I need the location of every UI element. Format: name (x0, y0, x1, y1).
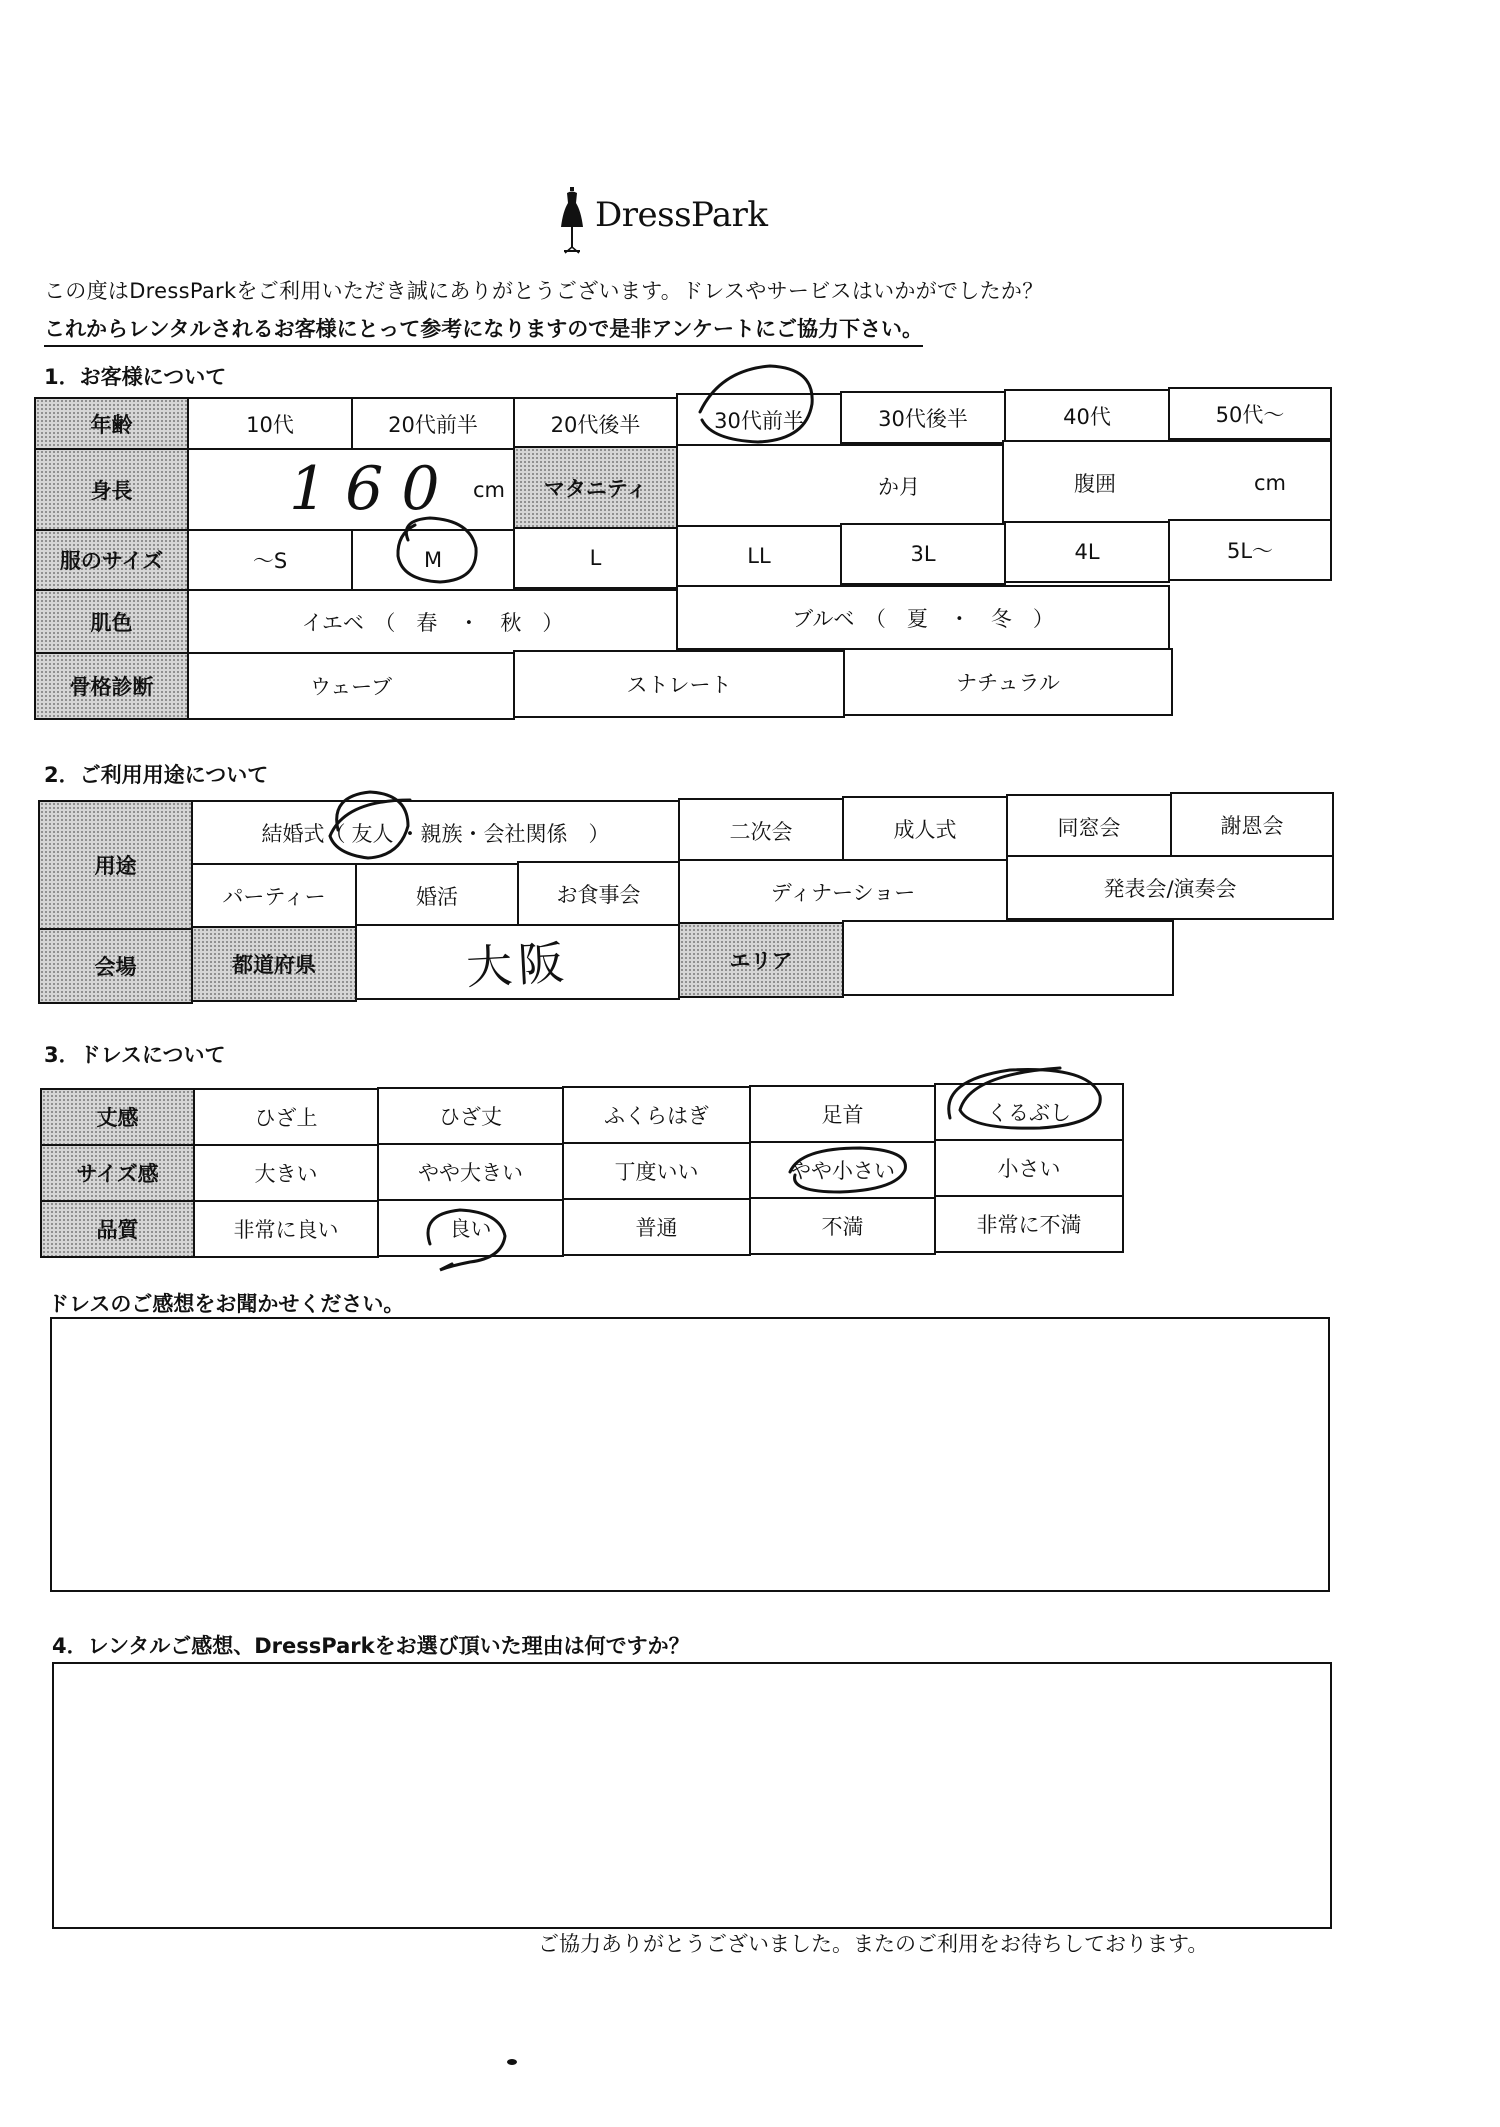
length-option-below-ankle[interactable]: くるぶし (934, 1083, 1124, 1141)
section4-title: 4．レンタルご感想、DressParkをお選び頂いた理由は何ですか？ (52, 1634, 690, 1658)
months-unit: か月 (878, 474, 920, 499)
length-option-knee[interactable]: ひざ丈 (377, 1087, 564, 1145)
age-option-early-30s[interactable]: 30代前半 (676, 393, 842, 446)
section3-title: 3．ドレスについて (44, 1043, 226, 1067)
fit-label: サイズ感 (40, 1144, 195, 1202)
age-option-late-20s[interactable]: 20代後半 (513, 397, 678, 450)
purpose-option-konkatsu[interactable]: 婚活 (355, 863, 519, 928)
length-option-ankle[interactable]: 足首 (749, 1085, 936, 1143)
frame-label: 骨格診断 (34, 652, 189, 720)
purpose-option-coming-of-age[interactable]: 成人式 (842, 796, 1008, 861)
age-option-40s[interactable]: 40代 (1004, 389, 1170, 442)
maternity-months-field[interactable] (676, 444, 1004, 527)
fit-option-large[interactable]: 大きい (193, 1144, 379, 1202)
fit-option-slightly-large[interactable]: やや大きい (377, 1143, 564, 1201)
purpose-option-recital[interactable]: 発表会/演奏会 (1006, 855, 1334, 920)
purpose-option-thank-you-party[interactable]: 謝恩会 (1170, 792, 1334, 857)
age-option-50s[interactable]: 50代～ (1168, 387, 1332, 440)
purpose-option-wedding[interactable] (191, 800, 680, 865)
dress-comment-prompt: ドレスのご感想をお聞かせください。 (48, 1292, 405, 1316)
fit-option-slightly-small[interactable]: やや小さい (749, 1141, 936, 1199)
height-unit: cm (472, 477, 505, 502)
brand-name: DressPark (595, 195, 768, 235)
prefecture-label: 都道府県 (191, 926, 357, 1002)
wedding-label: 結婚式（ (261, 821, 346, 846)
purpose-option-dinner[interactable]: お食事会 (517, 861, 680, 926)
age-option-early-20s[interactable]: 20代前半 (351, 397, 515, 450)
intro-text: この度はDressParkをご利用いただき誠にありがとうございます。ドレスやサービスはいかがでしたか？ (44, 279, 1044, 303)
age-option-10s[interactable]: 10代 (187, 397, 353, 450)
size-option-m[interactable]: M (351, 529, 515, 591)
rental-comment-field[interactable] (52, 1662, 1332, 1929)
size-option-4l[interactable]: 4L (1004, 521, 1170, 583)
fit-option-just-right[interactable]: 丁度いい (562, 1142, 751, 1200)
wedding-option-relatives: ・親族・会社関係 ） (399, 821, 610, 846)
frame-option-wave[interactable]: ウェーブ (187, 652, 515, 720)
area-label: エリア (678, 922, 844, 998)
purpose-option-dinner-show[interactable]: ディナーショー (678, 859, 1008, 924)
size-option-ll[interactable]: LL (676, 525, 842, 587)
quality-option-good[interactable]: 良い (377, 1199, 564, 1257)
frame-option-straight[interactable]: ストレート (513, 650, 845, 718)
purpose-option-party[interactable]: パーティー (191, 863, 357, 928)
height-label: 身長 (34, 448, 189, 531)
purpose-option-afterparty[interactable]: 二次会 (678, 798, 844, 863)
purpose-label: 用途 (38, 800, 193, 930)
section1-title: 1．お客様について (44, 365, 227, 389)
size-option-l[interactable]: L (513, 527, 678, 589)
dress-mannequin-icon (555, 187, 589, 257)
waist-unit: cm (1253, 470, 1286, 495)
length-option-calf[interactable]: ふくらはぎ (562, 1086, 751, 1144)
brand-logo (555, 185, 795, 260)
footer-thanks: ご協力ありがとうございました。またのご利用をお待ちしております。 (538, 1932, 1209, 1956)
quality-label: 品質 (40, 1200, 195, 1258)
height-field[interactable] (187, 448, 515, 531)
quality-option-very-dissatisfied[interactable]: 非常に不満 (934, 1195, 1124, 1253)
dress-comment-field[interactable] (50, 1317, 1330, 1592)
skin-option-blue[interactable]: ブルベ （ 夏 ・ 冬 ） (676, 585, 1170, 650)
height-value: 160 (289, 454, 458, 524)
purpose-option-reunion[interactable]: 同窓会 (1006, 794, 1172, 859)
waist-field[interactable] (1002, 440, 1332, 525)
prefecture-field[interactable] (355, 924, 680, 1000)
skin-option-yellow[interactable]: イエベ （ 春 ・ 秋 ） (187, 589, 678, 654)
area-field[interactable] (842, 920, 1174, 996)
size-option-3l[interactable]: 3L (840, 523, 1006, 585)
frame-option-natural[interactable]: ナチュラル (843, 648, 1173, 716)
prefecture-value: 大阪 (464, 935, 571, 995)
venue-label: 会場 (38, 928, 193, 1004)
quality-option-dissatisfied[interactable]: 不満 (749, 1197, 936, 1255)
quality-option-average[interactable]: 普通 (562, 1198, 751, 1256)
section2-title: 2．ご利用用途について (44, 763, 269, 787)
size-option-s[interactable]: ～S (187, 529, 353, 591)
quality-option-excellent[interactable]: 非常に良い (193, 1200, 379, 1258)
size-option-5l[interactable]: 5L～ (1168, 519, 1332, 581)
waist-label: 腹囲 (1074, 471, 1116, 496)
maternity-label: マタニティ (513, 446, 678, 529)
age-label: 年齢 (34, 397, 189, 450)
length-option-above-knee[interactable]: ひざ上 (193, 1088, 379, 1146)
age-option-late-30s[interactable]: 30代後半 (840, 391, 1006, 444)
scan-speck (507, 2059, 517, 2065)
length-label: 丈感 (40, 1088, 195, 1146)
skin-label: 肌色 (34, 589, 189, 654)
intro-request: これからレンタルされるお客様にとって参考になりますので是非アンケートにご協力下さい。 (44, 313, 923, 347)
size-label: 服のサイズ (34, 529, 189, 591)
wedding-option-friend[interactable]: 友人 (351, 821, 394, 846)
fit-option-small[interactable]: 小さい (934, 1139, 1124, 1197)
